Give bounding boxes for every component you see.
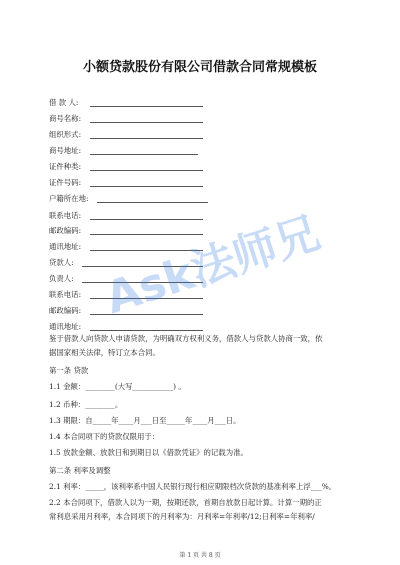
contract-paragraph: 常利息采用月利率，本合同项下的月利率为：月利率=年利率/12;日利率=年利率/	[49, 512, 315, 521]
field-row	[49, 192, 88, 206]
contract-paragraph: 据国家相关法律，特订立本合同。	[49, 348, 160, 357]
page-footer: 第 1 页 共 8 页	[179, 552, 221, 559]
contract-paragraph: 第二条 利率及调整	[49, 466, 111, 475]
field-label: 借 款 人:	[49, 98, 79, 107]
fill-in-blank-line[interactable]	[90, 122, 203, 123]
fill-in-blank-line[interactable]	[90, 219, 203, 220]
contract-paragraph: 2.1 利率：_____，该利率系中国人民银行现行相应期限档次贷款的基准利率上浮___%。	[49, 482, 337, 491]
field-label: 联系电话:	[49, 290, 82, 299]
field-row	[49, 176, 81, 190]
field-label: 负责人:	[49, 274, 74, 283]
field-row	[49, 96, 78, 110]
field-label: 邮政编码:	[49, 226, 82, 235]
field-label: 贷款人:	[49, 258, 74, 267]
field-label: 户籍所在地:	[49, 194, 89, 203]
field-row	[49, 144, 81, 158]
field-row	[49, 240, 81, 254]
field-row	[49, 209, 81, 223]
contract-paragraph: 1.4 本合同项下的贷款仅限用于：	[49, 432, 160, 441]
field-label: 邮政编码:	[49, 306, 82, 315]
fill-in-blank-line[interactable]	[90, 170, 203, 171]
fill-in-blank-line[interactable]	[90, 138, 203, 139]
fill-in-blank-line[interactable]	[90, 186, 203, 187]
field-label: 联系电话:	[49, 211, 82, 220]
watermark-logo	[88, 203, 326, 341]
contract-paragraph: 鉴于借款人向贷款人申请贷款，为明确双方权利义务，借款人与贷款人协商一致，依	[49, 334, 323, 343]
field-row	[49, 304, 81, 318]
field-label: 证件号码:	[49, 178, 82, 187]
field-row	[49, 256, 74, 270]
field-row	[49, 112, 81, 126]
fill-in-blank-line[interactable]	[90, 154, 198, 155]
contract-paragraph: 1.3 期限：自_____年____月___日至_____年____月___日。	[49, 416, 241, 425]
field-label: 通讯地址:	[49, 242, 82, 251]
field-label: 组织形式:	[49, 130, 82, 139]
field-label: 商号名称:	[49, 114, 82, 123]
field-row	[49, 288, 81, 302]
field-row	[49, 160, 81, 174]
field-label: 证件种类:	[49, 162, 82, 171]
field-label: 通讯地址:	[49, 322, 82, 331]
contract-paragraph: 2.2 本合同项下，借款人以为一期，按期还款，首期自放款日起计算。计算一期的正	[49, 498, 322, 507]
contract-paragraph: 1.1 金额：________(大写___________) 。	[49, 382, 186, 391]
document-title: 小额贷款股份有限公司借款合同常规模板	[82, 60, 317, 75]
watermark-graphic	[88, 203, 326, 341]
watermark-text: Ask法师兄	[99, 207, 326, 325]
fill-in-blank-line[interactable]	[90, 106, 203, 107]
contract-paragraph: 第一条 贷款	[49, 366, 89, 375]
field-row	[49, 224, 81, 238]
contract-paragraph: 1.2 币种：________。	[49, 400, 123, 409]
fill-in-blank-line[interactable]	[97, 202, 208, 203]
contract-paragraph: 1.5 放款金额、放款日和到期日以《借款凭证》的记载为准。	[49, 448, 248, 457]
field-row	[49, 128, 81, 142]
field-row	[49, 272, 74, 286]
field-label: 商号地址:	[49, 146, 82, 155]
fill-in-blank-line[interactable]	[90, 330, 203, 331]
